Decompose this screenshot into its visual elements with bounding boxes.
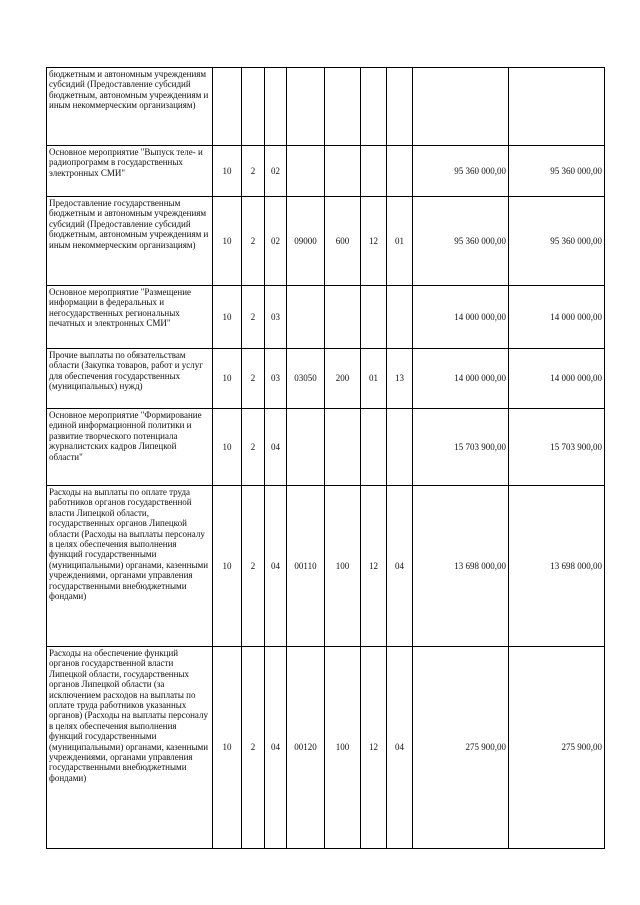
table-row: [47, 409, 605, 486]
amount-cell-1: 14 000 000,00: [413, 349, 509, 409]
table-row: [47, 197, 605, 286]
item-name-cell: Предоставление государственным бюджетным и автономным учреждениям субсидий (Предоставление субсидий бюджетным, автономным учреждениям и иным некоммерческим организациям): [47, 197, 213, 286]
item-name-cell: Расходы на выплаты по оплате труда работников органов государственной власти Липецкой области, государственных органов Липецкой области (Расходы на выплаты персоналу в целях обеспечения выполнения функций государственными (муниципальными) органами, казенными учреждениями, органами управления государственными внебюджетными фондами): [47, 486, 213, 647]
code-cell-2: [242, 68, 265, 146]
code-cell-1: 10: [213, 647, 242, 849]
code-cell-5: 600: [325, 197, 361, 286]
amount-cell-1: 15 703 900,00: [413, 409, 509, 486]
code-cell-5: [325, 68, 361, 146]
item-name-cell: Основное мероприятие "Формирование единой информационной политики и развитие творческого потенциала журналистских кадров Липецкой области": [47, 409, 213, 486]
table-row: [47, 146, 605, 197]
code-cell-7: [387, 146, 413, 197]
code-cell-4: 00120: [287, 647, 325, 849]
code-cell-4: [287, 286, 325, 349]
code-cell-3: [265, 68, 287, 146]
code-cell-4: 00110: [287, 486, 325, 647]
code-cell-2: 2: [242, 486, 265, 647]
amount-cell-2: 14 000 000,00: [509, 349, 605, 409]
budget-table: [46, 67, 605, 849]
code-cell-1: 10: [213, 349, 242, 409]
code-cell-2: 2: [242, 647, 265, 849]
code-cell-3: 03: [265, 349, 287, 409]
code-cell-3: 03: [265, 286, 287, 349]
amount-cell-2: 13 698 000,00: [509, 486, 605, 647]
amount-cell-2: [509, 68, 605, 146]
table-body: [47, 68, 605, 849]
table-row: [47, 68, 605, 146]
item-name-cell: Основное мероприятие "Выпуск теле- и радиопрограмм в государственных электронных СМИ": [47, 146, 213, 197]
code-cell-6: [361, 286, 387, 349]
code-cell-6: 01: [361, 349, 387, 409]
table-row: [47, 486, 605, 647]
code-cell-7: 13: [387, 349, 413, 409]
code-cell-1: 10: [213, 146, 242, 197]
code-cell-4: [287, 409, 325, 486]
code-cell-3: 02: [265, 146, 287, 197]
amount-cell-2: 15 703 900,00: [509, 409, 605, 486]
code-cell-3: 04: [265, 647, 287, 849]
code-cell-4: 03050: [287, 349, 325, 409]
code-cell-1: 10: [213, 409, 242, 486]
code-cell-6: 12: [361, 486, 387, 647]
code-cell-7: 04: [387, 647, 413, 849]
item-name-cell: Основное мероприятие "Размещение информации в федеральных и негосударственных региональных печатных и электронных СМИ": [47, 286, 213, 349]
amount-cell-2: 14 000 000,00: [509, 286, 605, 349]
amount-cell-1: 95 360 000,00: [413, 146, 509, 197]
item-name-cell: бюджетным и автономным учреждениям субсидий (Предоставление субсидий бюджетным, автономным учреждениям и иным некоммерческим организациям): [47, 68, 213, 146]
code-cell-6: 12: [361, 647, 387, 849]
code-cell-4: 09000: [287, 197, 325, 286]
code-cell-5: 100: [325, 647, 361, 849]
table-row: [47, 286, 605, 349]
code-cell-5: [325, 409, 361, 486]
code-cell-5: 100: [325, 486, 361, 647]
amount-cell-1: 13 698 000,00: [413, 486, 509, 647]
amount-cell-2: 95 360 000,00: [509, 146, 605, 197]
code-cell-1: [213, 68, 242, 146]
code-cell-1: 10: [213, 486, 242, 647]
code-cell-2: 2: [242, 286, 265, 349]
code-cell-7: 04: [387, 486, 413, 647]
table-row: [47, 647, 605, 849]
code-cell-7: [387, 409, 413, 486]
code-cell-3: 02: [265, 197, 287, 286]
code-cell-3: 04: [265, 409, 287, 486]
code-cell-6: [361, 68, 387, 146]
code-cell-1: 10: [213, 286, 242, 349]
amount-cell-2: 95 360 000,00: [509, 197, 605, 286]
code-cell-5: [325, 286, 361, 349]
code-cell-6: [361, 409, 387, 486]
code-cell-7: [387, 68, 413, 146]
code-cell-1: 10: [213, 197, 242, 286]
item-name-cell: Прочие выплаты по обязательствам области (Закупка товаров, работ и услуг для обеспечения государственных (муниципальных) нужд): [47, 349, 213, 409]
amount-cell-2: 275 900,00: [509, 647, 605, 849]
item-name-cell: Расходы на обеспечение функций органов государственной власти Липецкой области, государственных органов Липецкой области (за исключением расходов на выплаты по оплате труда работников указанных органов) (Расходы на выплаты персоналу в целях обеспечения выполнения функций государственными (муниципальными) органами, казенными учреждениями, органами управления государственными внебюджетными фондами): [47, 647, 213, 849]
code-cell-6: 12: [361, 197, 387, 286]
code-cell-5: [325, 146, 361, 197]
code-cell-5: 200: [325, 349, 361, 409]
amount-cell-1: 14 000 000,00: [413, 286, 509, 349]
table-row: [47, 349, 605, 409]
code-cell-4: [287, 146, 325, 197]
code-cell-2: 2: [242, 146, 265, 197]
code-cell-7: 01: [387, 197, 413, 286]
code-cell-2: 2: [242, 349, 265, 409]
code-cell-2: 2: [242, 409, 265, 486]
code-cell-6: [361, 146, 387, 197]
code-cell-3: 04: [265, 486, 287, 647]
amount-cell-1: 95 360 000,00: [413, 197, 509, 286]
code-cell-4: [287, 68, 325, 146]
code-cell-7: [387, 286, 413, 349]
amount-cell-1: [413, 68, 509, 146]
code-cell-2: 2: [242, 197, 265, 286]
amount-cell-1: 275 900,00: [413, 647, 509, 849]
